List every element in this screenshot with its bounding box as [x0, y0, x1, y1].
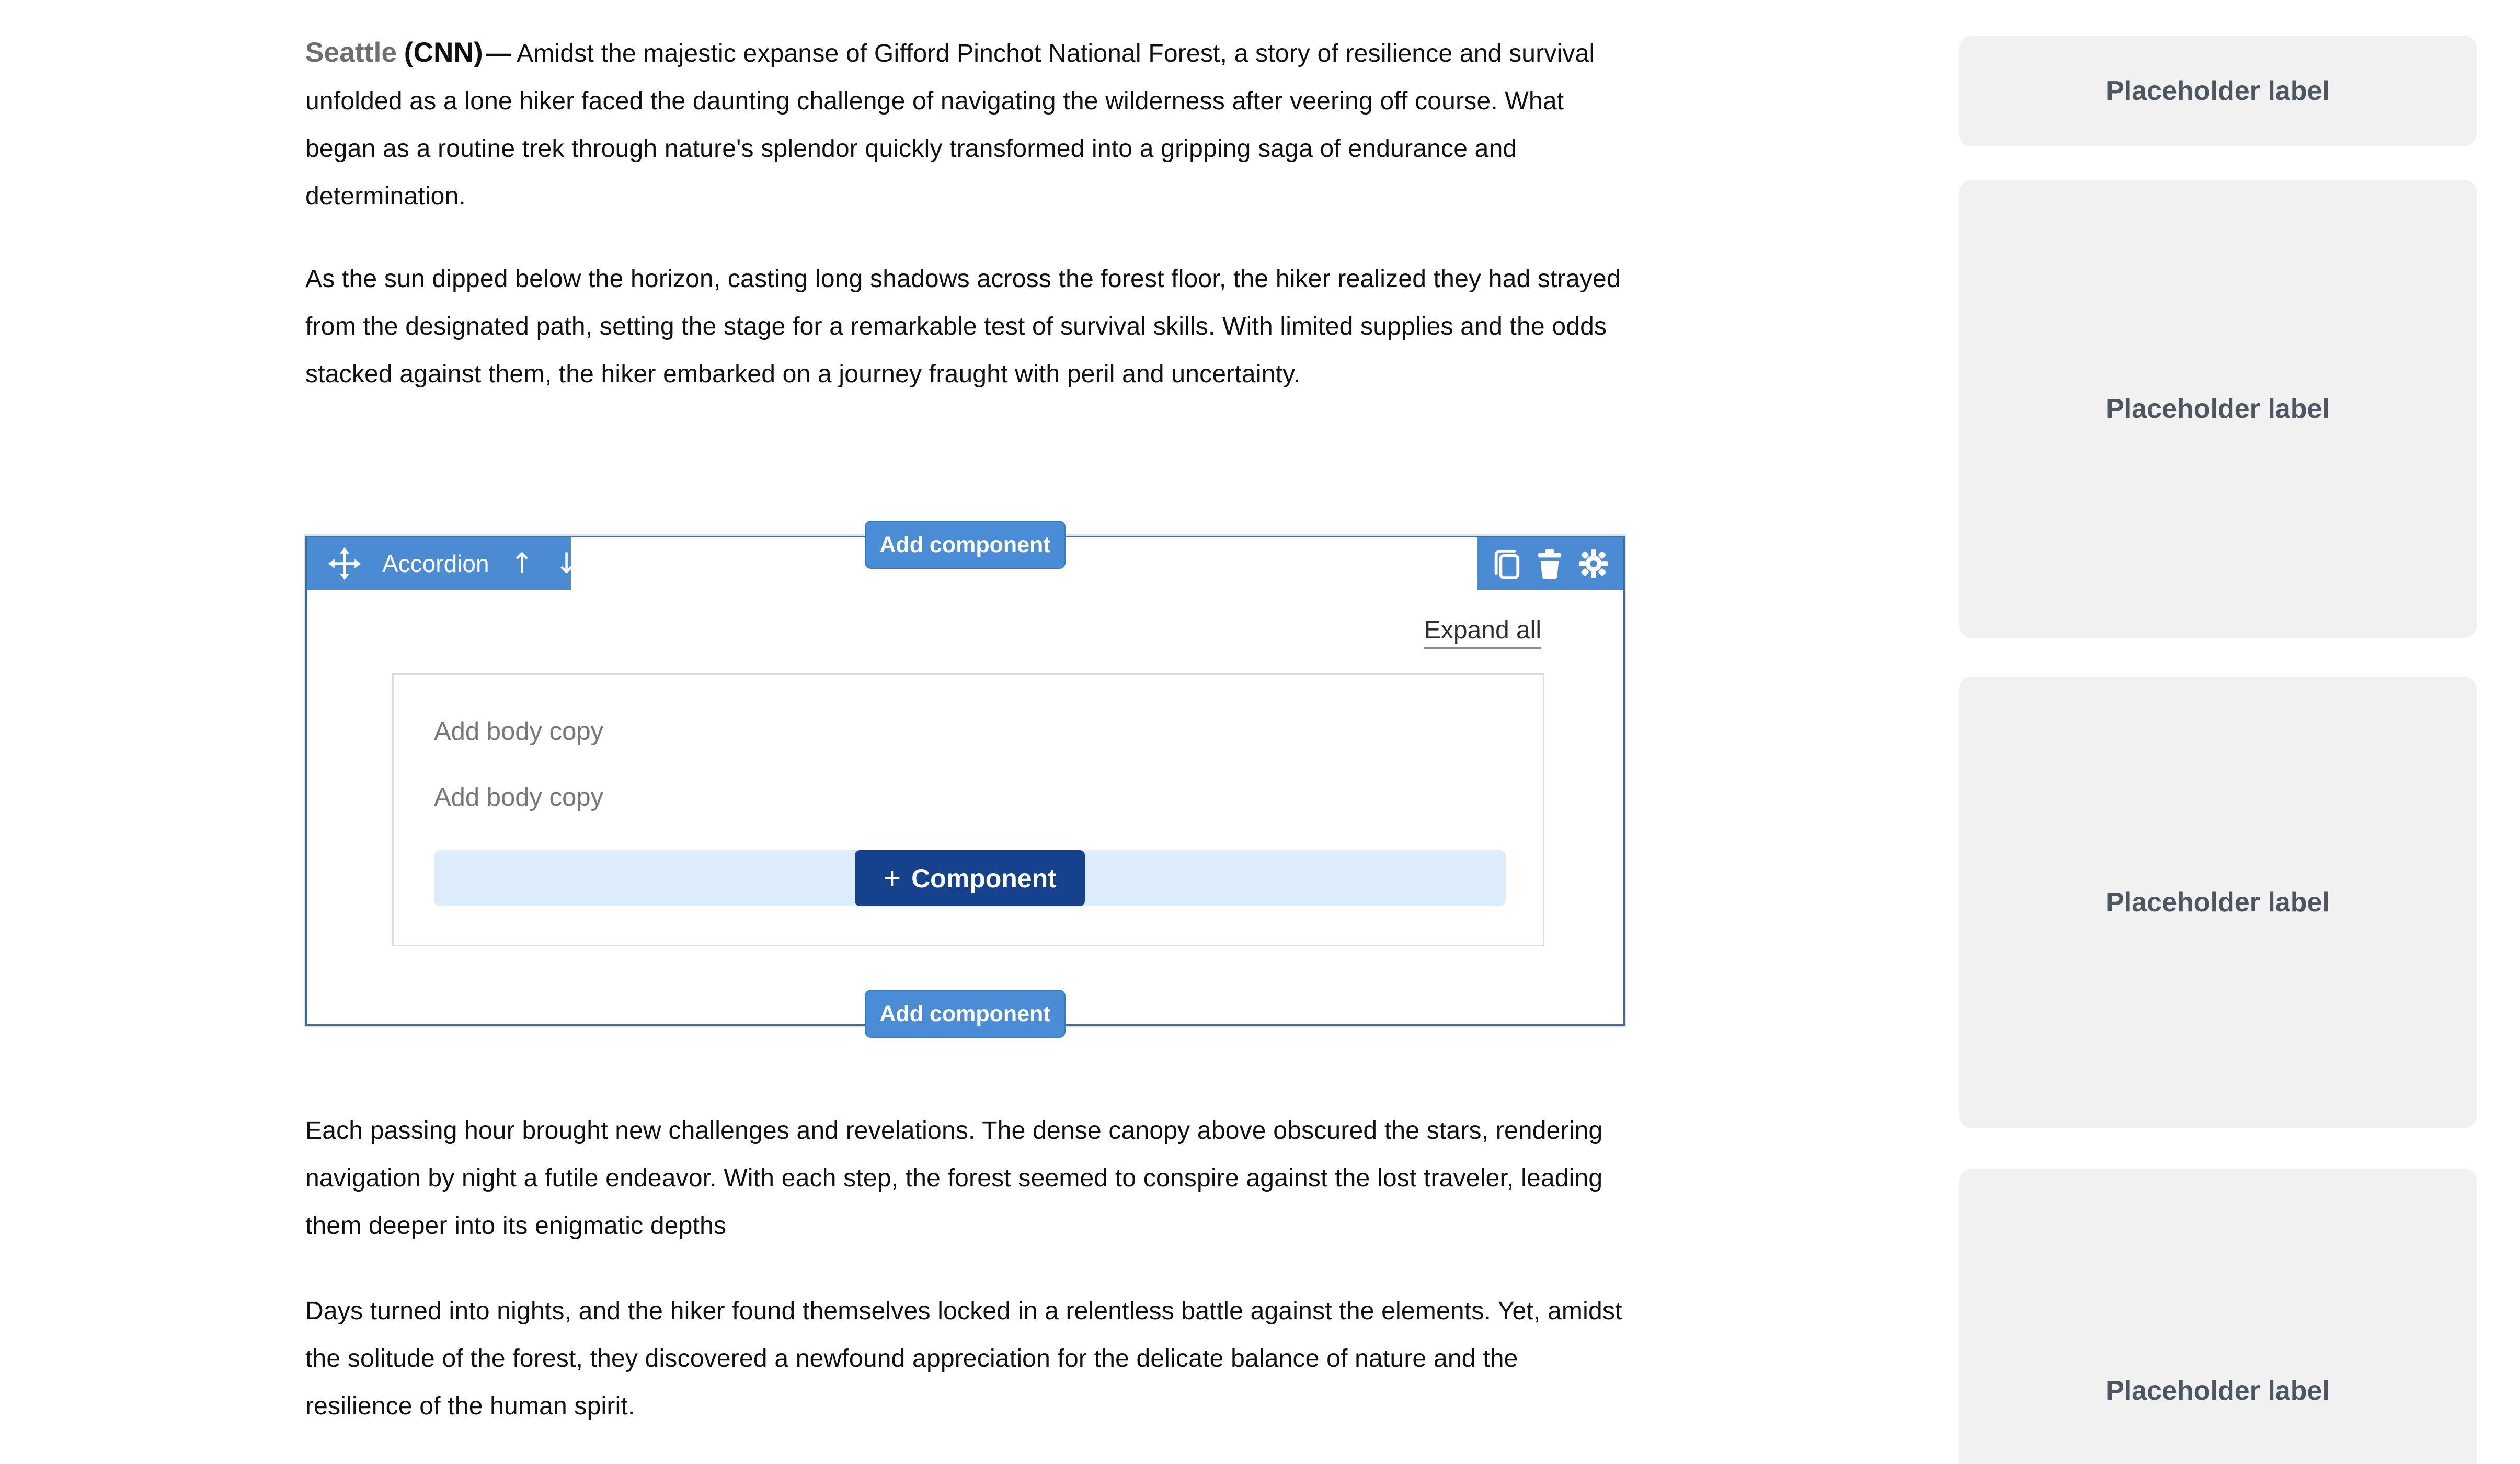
- rail-placeholder-label: Placeholder label: [2106, 76, 2330, 106]
- copy-icon[interactable]: [1492, 548, 1521, 579]
- add-component-bottom-button[interactable]: Add component: [865, 990, 1066, 1038]
- accordion-body: [392, 673, 1544, 946]
- article-lead-paragraph: [305, 29, 1625, 220]
- rail-placeholder-label: Placeholder label: [2106, 887, 2330, 918]
- article-paragraph: Each passing hour brought new challenges and revelations. The dense canopy above obscured the stars, rendering navigation by night a futile endeavor. With each step, the forest seemed to conspire against the lost traveler, leading them deeper into its enigmatic depths: [305, 1117, 1603, 1240]
- source-label: (CNN): [404, 37, 483, 68]
- arrow-down-icon[interactable]: ↓: [554, 547, 579, 580]
- accordion-toolbar: [307, 537, 579, 590]
- accordion-component[interactable]: [305, 532, 1625, 1026]
- expand-all-link[interactable]: Expand all: [1424, 616, 1541, 649]
- gear-icon[interactable]: [1578, 548, 1609, 579]
- arrow-up-icon[interactable]: ↑: [510, 547, 534, 580]
- add-inline-component-button[interactable]: [855, 850, 1085, 906]
- rail-placeholder-label: Placeholder label: [2106, 1376, 2330, 1406]
- component-drop-strip: [434, 850, 1506, 906]
- rail-placeholder-slot: [1959, 36, 2477, 146]
- lead-text: Amidst the majestic expanse of Gifford Pinchot National Forest, a story of resilience and survival unfolded as a lone hiker faced the daunting challenge of navigating the wilderness after veering off course. What began as a routine trek through nature's splendor quickly transformed into a gripping saga of endurance and determination.: [305, 40, 1595, 210]
- dateline: Seattle: [305, 37, 397, 68]
- add-component-top-button[interactable]: Add component: [865, 521, 1066, 569]
- trash-icon[interactable]: [1536, 548, 1564, 579]
- accordion-title: Accordion: [382, 550, 489, 577]
- article-paragraph: Days turned into nights, and the hiker found themselves locked in a relentless battle against the elements. Yet, amidst the solitude of the forest, they discovered a newfound appreciation for the delicate balance of nature and the resilience of the human spirit.: [305, 1297, 1622, 1420]
- component-button-label: Component: [911, 863, 1057, 893]
- rail-placeholder-slot: [1959, 1169, 2477, 1464]
- plus-icon: +: [883, 861, 901, 895]
- dateline-dash: —: [486, 40, 512, 67]
- add-body-copy-placeholder[interactable]: Add body copy: [434, 717, 604, 746]
- rail-placeholder-slot: [1959, 677, 2477, 1128]
- add-body-copy-placeholder[interactable]: Add body copy: [434, 783, 604, 811]
- article-paragraph: As the sun dipped below the horizon, casting long shadows across the forest floor, the hiker realized they had strayed from the designated path, setting the stage for a remarkable test of survival skills. With limited supplies and the odds stacked against them, the hiker embarked on a journey fraught with peril and uncertainty.: [305, 265, 1621, 388]
- rail-placeholder-label: Placeholder label: [2106, 394, 2330, 424]
- accordion-actions-toolbar: [1477, 537, 1623, 590]
- rail-placeholder-slot: [1959, 180, 2477, 638]
- move-icon[interactable]: [328, 547, 361, 580]
